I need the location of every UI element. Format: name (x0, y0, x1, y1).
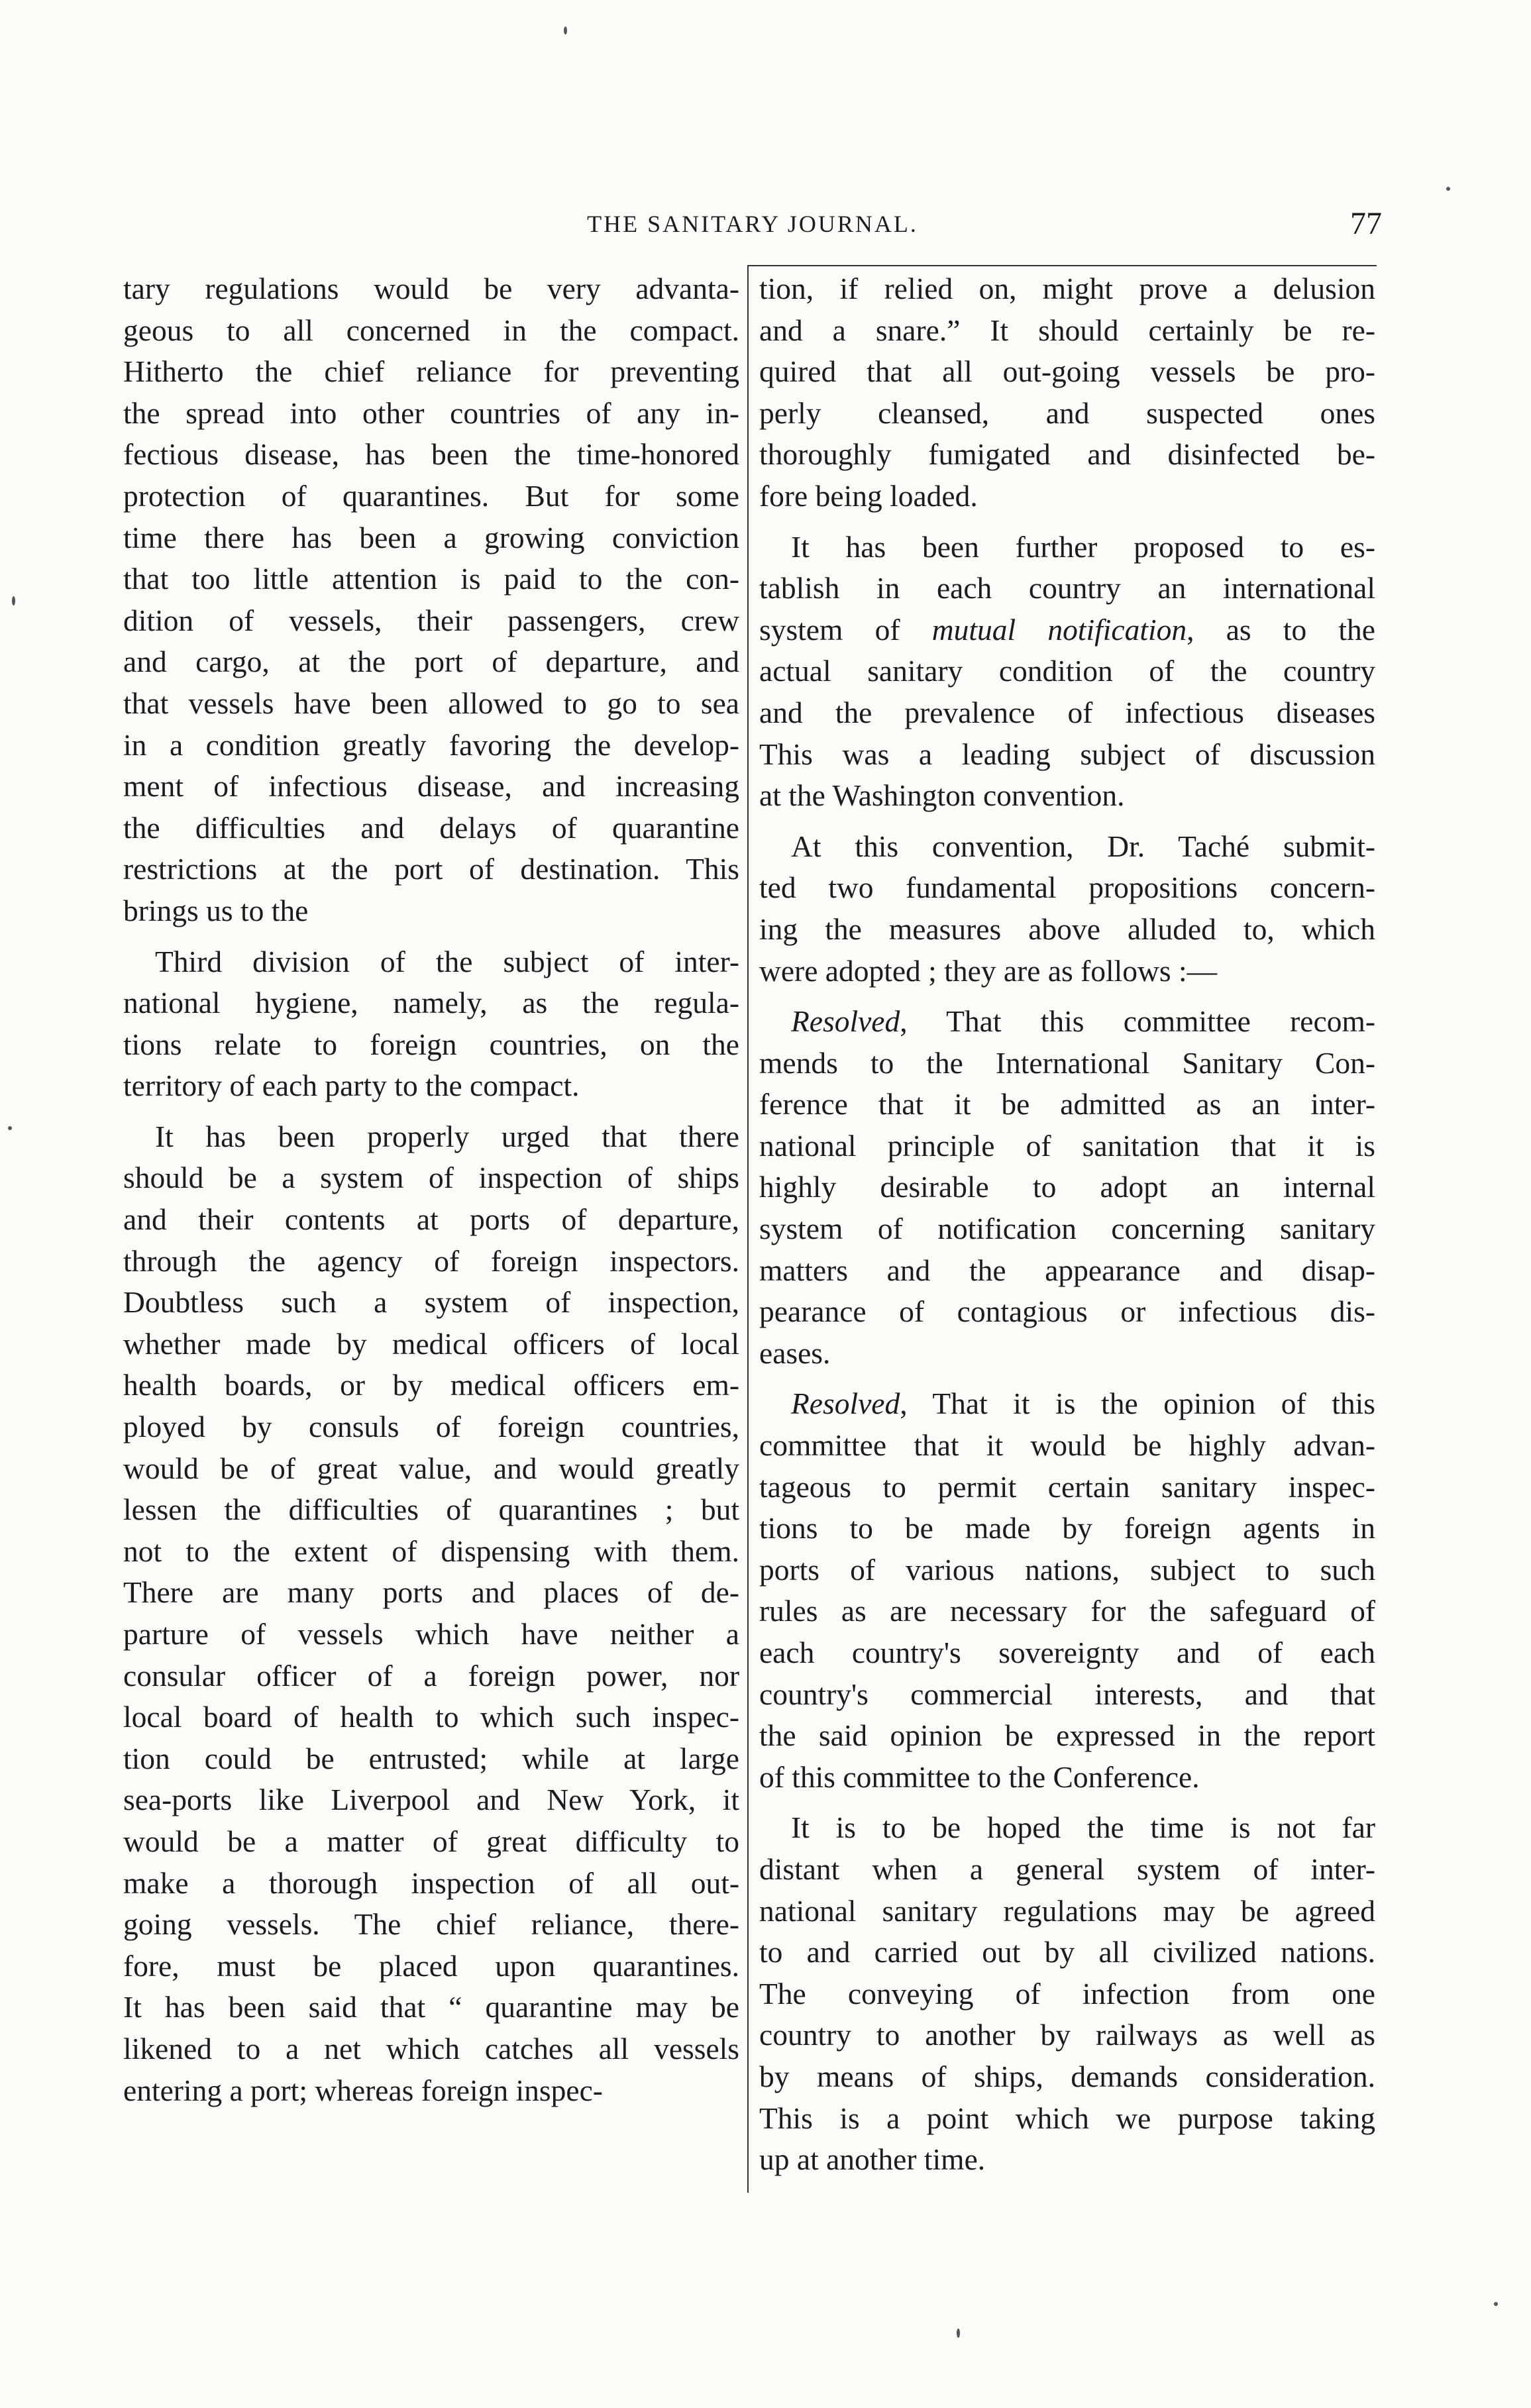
paragraph-gap (123, 1107, 739, 1116)
header-rule (747, 265, 1377, 266)
text-line: The conveying of infection from one (759, 1976, 1375, 2011)
text-line: and their contents at ports of departure, (123, 1202, 739, 1237)
text-line: It is to be hoped the time is not far (791, 1810, 1375, 1845)
text-line: and a snare.” It should certainly be re- (759, 313, 1375, 347)
text-line: sea-ports like Liverpool and New York, it (123, 1783, 739, 1817)
text-line: tions relate to foreign countries, on the (123, 1027, 739, 1061)
text-line: the said opinion be expressed in the report (759, 1718, 1375, 1753)
text-line: not to the extent of dispensing with them. (123, 1534, 739, 1568)
paragraph (123, 941, 739, 1107)
column-divider (747, 265, 749, 2193)
text-line: would be a matter of great difficulty to (123, 1824, 739, 1858)
text-line: ment of infectious disease, and increasing (123, 769, 739, 804)
text-line: entering a port; whereas foreign inspec- (123, 2073, 603, 2107)
text-line: There are many ports and places of de- (123, 1575, 739, 1610)
text-line: committee that it would be highly advan- (759, 1428, 1375, 1463)
text-line: at the Washington convention. (759, 778, 1125, 813)
page-number: 77 (1350, 206, 1382, 241)
text-line: tablish in each country an international (759, 571, 1375, 605)
text-line: Resolved, That this committee recom- (791, 1004, 1375, 1039)
paragraph (759, 1383, 1375, 1798)
paragraph (759, 1001, 1375, 1374)
text-line: through the agency of foreign inspectors. (123, 1243, 739, 1278)
text-line: matters and the appearance and disap- (759, 1253, 1375, 1287)
text-line: up at another time. (759, 2142, 986, 2177)
text-line: ports of various nations, subject to such (759, 1552, 1375, 1587)
text-line: country's commercial interests, and that (759, 1677, 1375, 1711)
text-line: each country's sovereignty and of each (759, 1636, 1375, 1669)
paragraph (759, 826, 1375, 992)
text-line: At this convention, Dr. Taché submit- (791, 829, 1375, 863)
text-line: tageous to permit certain sanitary inspec- (759, 1469, 1375, 1504)
text-line: Third division of the subject of inter- (155, 944, 739, 978)
text-line: distant when a general system of inter- (759, 1852, 1375, 1886)
text-line: system of mutual notification, as to the (759, 612, 1376, 647)
text-line: restrictions at the port of destination. This (123, 852, 739, 886)
text-line: Hitherto the chief reliance for preventing (123, 354, 739, 389)
text-line: ference that it be admitted as an inter- (759, 1087, 1375, 1122)
text-line: mends to the International Sanitary Con- (759, 1045, 1375, 1080)
text-line: and cargo, at the port of departure, and (123, 645, 739, 679)
italic-phrase: Resolved (791, 1004, 900, 1039)
text-line: Resolved, That it is the opinion of this (791, 1387, 1375, 1421)
text-line: territory of each party to the compact. (123, 1069, 580, 1103)
paragraph (759, 1807, 1375, 2180)
paragraph-gap (759, 1374, 1375, 1383)
page-header (123, 204, 1382, 250)
paragraph (123, 268, 739, 932)
text-line: This was a leading subject of discussion (759, 737, 1375, 771)
paragraph (123, 1116, 739, 2111)
paragraph-gap (759, 517, 1375, 527)
paragraph-gap (123, 932, 739, 941)
italic-phrase: Resolved (791, 1387, 900, 1421)
text-line: fore being loaded. (759, 478, 978, 513)
text-line: going vessels. The chief reliance, there- (123, 1907, 739, 1942)
scan-speck (957, 2329, 960, 2338)
text-line: quired that all out-going vessels be pro- (759, 354, 1375, 389)
text-line: of this committee to the Conference. (759, 1759, 1200, 1794)
text-line: It has been properly urged that there (155, 1119, 739, 1153)
text-line: national hygiene, namely, as the regula- (123, 986, 739, 1020)
text-line: time there has been a growing conviction (123, 520, 739, 554)
text-line: tion, if relied on, might prove a delusion (759, 272, 1375, 305)
text-line: tion could be entrusted; while at large (123, 1741, 739, 1775)
text-line: protection of quarantines. But for some (123, 478, 739, 513)
text-line: make a thorough inspection of all out- (123, 1865, 739, 1900)
paragraph-gap (759, 817, 1375, 826)
text-line: fore, must be placed upon quarantines. (123, 1948, 739, 1983)
text-line: system of notification concerning sanitary (759, 1212, 1375, 1246)
text-line: geous to all concerned in the compact. (123, 313, 739, 347)
paragraph (759, 527, 1375, 817)
text-line: ing the measures above alluded to, which (759, 912, 1375, 946)
text-line: This is a point which we purpose taking (759, 2101, 1375, 2135)
text-line: It has been further proposed to es- (791, 529, 1375, 564)
paragraph-gap (759, 1798, 1375, 1807)
text-line: eases. (759, 1335, 831, 1370)
scan-speck (8, 1126, 12, 1130)
text-line: likened to a net which catches all vessels (123, 2031, 739, 2066)
text-line: whether made by medical officers of local (123, 1326, 739, 1361)
text-line: thoroughly fumigated and disinfected be- (759, 437, 1375, 472)
text-line: health boards, or by medical officers em- (123, 1368, 739, 1402)
text-line: ted two fundamental propositions concern- (759, 870, 1375, 905)
running-title: THE SANITARY JOURNAL. (587, 211, 918, 237)
text-line: tions to be made by foreign agents in (759, 1511, 1375, 1545)
text-line: national sanitary regulations may be agreed (759, 1893, 1375, 1928)
text-line: that too little attention is paid to the con- (123, 562, 739, 596)
text-line: tary regulations would be very advanta- (123, 272, 739, 305)
text-line: by means of ships, demands consideration. (759, 2059, 1375, 2093)
scan-speck (1446, 187, 1450, 191)
right-column (759, 268, 1375, 2181)
paragraph (759, 268, 1375, 517)
text-line: national principle of sanitation that it is (759, 1128, 1375, 1163)
text-line: fectious disease, has been the time-honored (123, 437, 739, 472)
text-line: to and carried out by all civilized nations. (759, 1935, 1375, 1969)
text-line: should be a system of inspection of ships (123, 1161, 739, 1195)
text-line: brings us to the (123, 893, 309, 927)
text-line: and the prevalence of infectious diseases (759, 695, 1375, 729)
text-line: consular officer of a foreign power, nor (123, 1658, 739, 1693)
text-line: highly desirable to adopt an internal (759, 1170, 1375, 1204)
text-line: Doubtless such a system of inspection, (123, 1285, 739, 1320)
text-line: the difficulties and delays of quarantine (123, 810, 739, 845)
text-line: dition of vessels, their passengers, crew (123, 603, 739, 637)
text-line: pearance of contagious or infectious dis- (759, 1294, 1375, 1329)
scan-speck (564, 26, 567, 34)
text-line: country to another by railways as well as (759, 2018, 1375, 2052)
text-line: local board of health to which such inspec- (123, 1700, 739, 1734)
paragraph-gap (759, 992, 1375, 1001)
text-line: rules as are necessary for the safeguard of (759, 1594, 1375, 1628)
left-column (123, 268, 739, 2111)
text-line: It has been said that “ quarantine may be (123, 1990, 739, 2024)
scan-speck (1494, 2302, 1498, 2306)
text-line: the spread into other countries of any in- (123, 395, 739, 430)
text-line: were adopted ; they are as follows :— (759, 953, 1218, 988)
text-line: perly cleansed, and suspected ones (759, 395, 1375, 430)
text-line: would be of great value, and would greatly (123, 1451, 739, 1485)
scan-speck (12, 596, 15, 605)
text-line: that vessels have been allowed to go to sea (123, 686, 739, 720)
text-line: actual sanitary condition of the country (759, 654, 1375, 688)
text-line: ployed by consuls of foreign countries, (123, 1410, 739, 1444)
text-line: lessen the difficulties of quarantines ; but (123, 1492, 739, 1527)
text-line: in a condition greatly favoring the develop- (123, 727, 739, 762)
text-line: parture of vessels which have neither a (123, 1617, 739, 1651)
italic-phrase: mutual notification (931, 612, 1187, 647)
